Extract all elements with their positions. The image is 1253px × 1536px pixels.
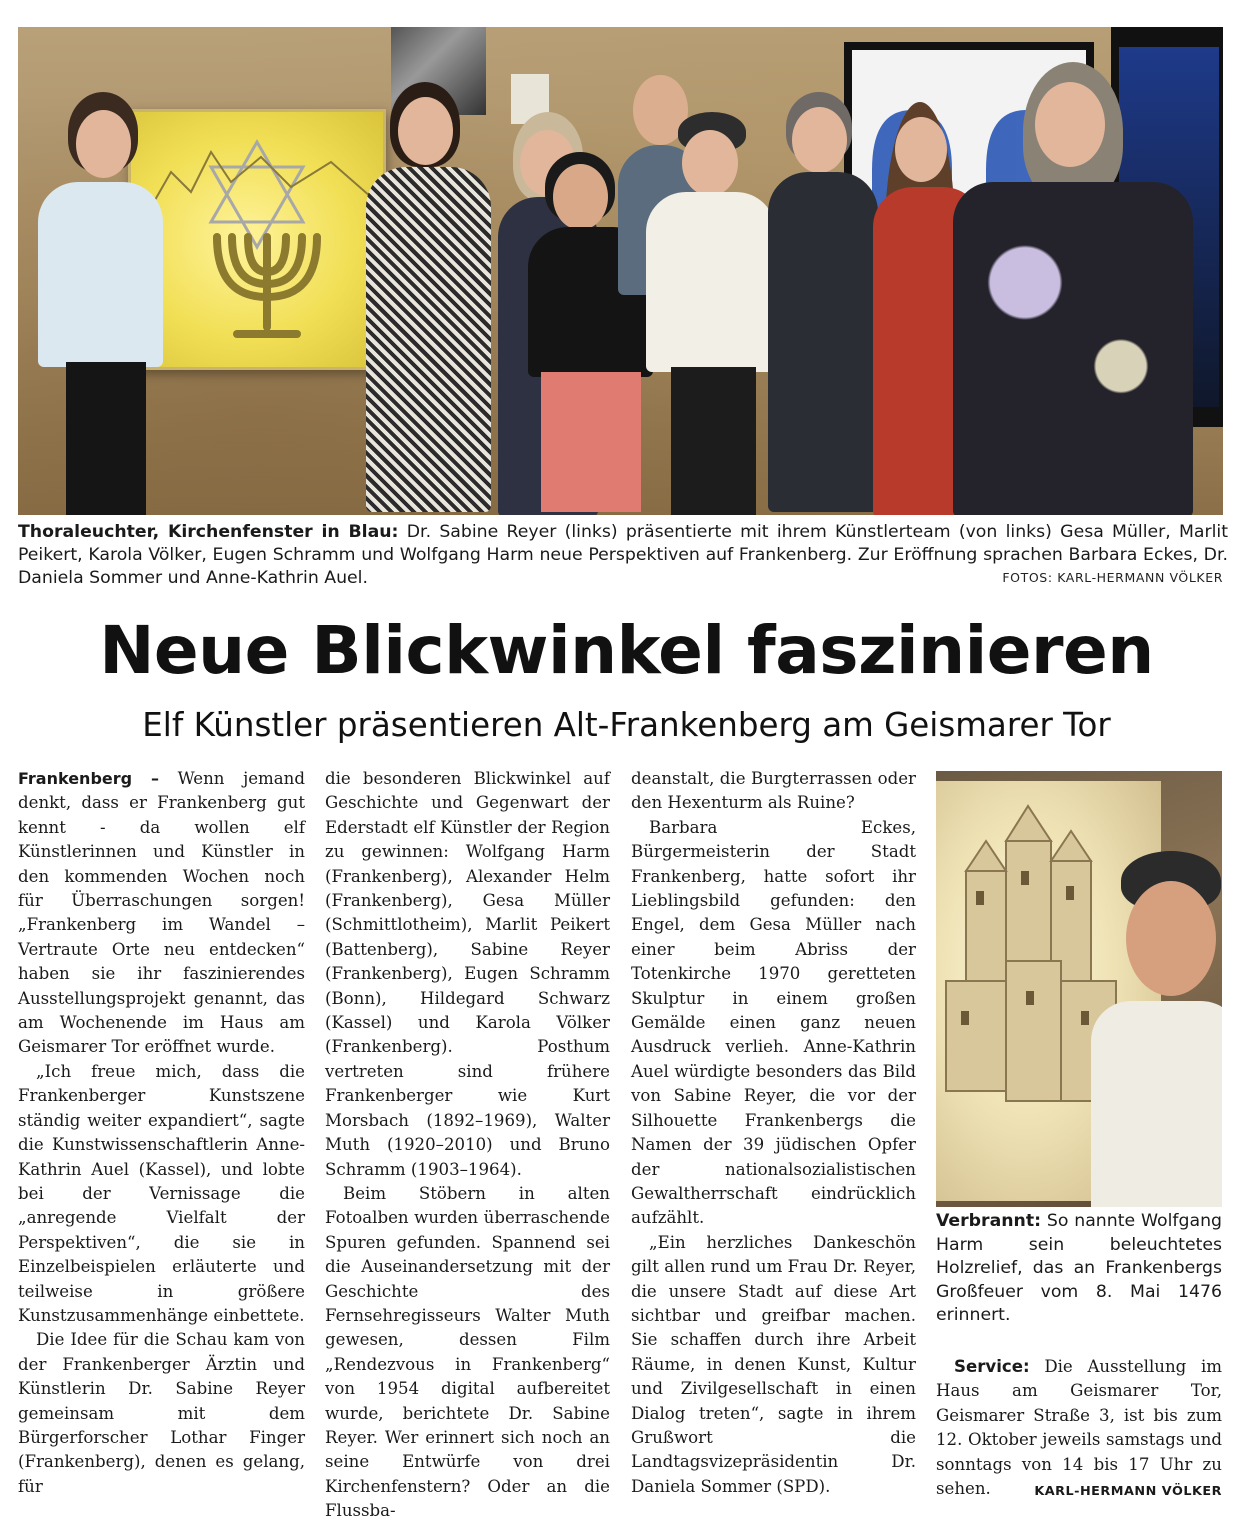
article-column-2 bbox=[325, 767, 610, 1524]
service-info bbox=[936, 1355, 1222, 1504]
caption-lead: Thoraleuchter, Kirchenfenster in Blau: bbox=[18, 522, 399, 542]
paragraph: „Ein herzliches Dankeschön gilt allen rund um Frau Dr. Reyer, die unsere Stadt auf diese Art sichtbar und greifbar machen. Sie schaffen durch ihre Arbeit Räume, in denen Kunst, Kultur und Zivilgesellschaft in einen Dialog treten“, sagte in ihrem Grußwort die Landtagsvizepräsidentin Dr. Daniela Sommer (SPD). bbox=[631, 1232, 916, 1496]
article-column-3 bbox=[631, 767, 916, 1499]
side-caption-lead: Verbrannt: bbox=[936, 1211, 1042, 1231]
photo-credit: FOTOS: KARL-HERMANN VÖLKER bbox=[1002, 570, 1223, 585]
dateline: Frankenberg – bbox=[18, 769, 159, 788]
paragraph: Die Idee für die Schau kam von der Frankenberger Ärztin und Künstlerin Dr. Sabine Reyer gemeinsam mit dem Bürgerforscher Lothar Finger (Frankenberg), denen es gelang, für bbox=[18, 1330, 305, 1496]
service-text: Die Ausstellung im Haus am Geismarer Tor, Geismarer Straße 3, ist bis zum 12. Oktober jeweils samstags und sonntags von 14 bis 17 Uhr zu sehen. bbox=[936, 1357, 1222, 1499]
subheadline: Elf Künstler präsentieren Alt-Frankenberg am Geismarer Tor bbox=[142, 706, 1111, 744]
article-column-1 bbox=[18, 767, 305, 1499]
paragraph: „Ich freue mich, dass die Frankenberger Kunstszene ständig weiter expandiert“, sagte die Kunstwissenschaftlerin Anne-Kathrin Auel (Kassel), und lobte bei der Vernissage die „anregende Vielfalt der Perspektiven“, die sie in Einzelbeispielen erläuterte und teilweise in größere Kunstzusammenhänge einbettete. bbox=[18, 1061, 305, 1325]
menorah-painting bbox=[128, 109, 386, 370]
side-photo-caption bbox=[936, 1210, 1222, 1328]
author-byline: KARL-HERMANN VÖLKER bbox=[1034, 1484, 1222, 1500]
headline: Neue Blickwinkel faszinieren bbox=[99, 612, 1154, 689]
relief-photo bbox=[936, 771, 1222, 1207]
paragraph: die besonderen Blickwinkel auf Geschichte und Gegenwart der Ederstadt elf Künstler der Region zu gewinnen: Wolfgang Harm (Frankenberg), Alexander Helm (Frankenberg), Gesa Müller (Schmittlotheim), Marlit Peikert (Battenberg), Sabine Reyer (Frankenberg), Eugen Schramm (Bonn), Hildegard Schwarz (Kassel) und Karola Völker (Frankenberg). Posthum vertreten sind frühere Frankenberger wie Kurt Morsbach (1892–1969), Walter Muth (1920–2010) und Bruno Schramm (1903–1964). bbox=[325, 769, 610, 1179]
group-photo bbox=[18, 27, 1223, 515]
paragraph: Beim Stöbern in alten Fotoalben wurden überraschende Spuren gefunden. Spannend sei die Auseinandersetzung mit der Geschichte des Fernsehregisseurs Walter Muth gewesen, dessen Film „Rendezvous in Frankenberg“ von 1954 digital aufbereitet wurde, berichtete Dr. Sabine Reyer. Wer erinnert sich noch an seine Entwürfe von drei Kirchenfenstern? Oder an die Flussba- bbox=[325, 1183, 610, 1521]
side-caption-text: So nannte Wolfgang Harm sein beleuchtetes Holzrelief, das an Frankenbergs Großfeuer vom 8. Mai 1476 erinnert. bbox=[936, 1211, 1222, 1325]
menorah-icon bbox=[131, 112, 383, 367]
paragraph: Wenn jemand denkt, dass er Frankenberg gut kennt - da wollen elf Künstlerinnen und Künstler in den kommenden Wochen noch für Überraschungen sorgen! „Frankenberg im Wandel – Vertraute Orte neu entdecken“ haben sie ihr faszinierendes Ausstellungsprojekt genannt, das am Wochenende im Haus am Geismarer Tor eröffnet wurde. bbox=[18, 769, 305, 1057]
service-label: Service: bbox=[954, 1357, 1030, 1376]
caption-text: Dr. Sabine Reyer (links) präsentierte mit ihrem Künstlerteam (von links) Gesa Müller, Marlit Peikert, Karola Völker, Eugen Schramm und Wolfgang Harm neue Perspektiven auf Frankenberg. Zur Eröffnung sprachen Barbara Eckes, Dr. Daniela Sommer und Anne-Kathrin Auel. bbox=[18, 522, 1229, 588]
paragraph: Barbara Eckes, Bürgermeisterin der Stadt Frankenberg, hatte sofort ihr Lieblingsbild gefunden: den Engel, dem Gesa Müller nach einer beim Abriss der Totenkirche 1970 geretteten Skulptur in einem großen Gemälde einen ganz neuen Ausdruck verlieh. Anne-Kathrin Auel würdigte besonders das Bild von Sabine Reyer, die vor der Silhouette Frankenbergs die Namen der 39 jüdischen Opfer der nationalsozialistischen Gewaltherrschaft eindrücklich aufzählt. bbox=[631, 817, 916, 1228]
paragraph: deanstalt, die Burgterrassen oder den Hexenturm als Ruine? bbox=[631, 769, 916, 813]
